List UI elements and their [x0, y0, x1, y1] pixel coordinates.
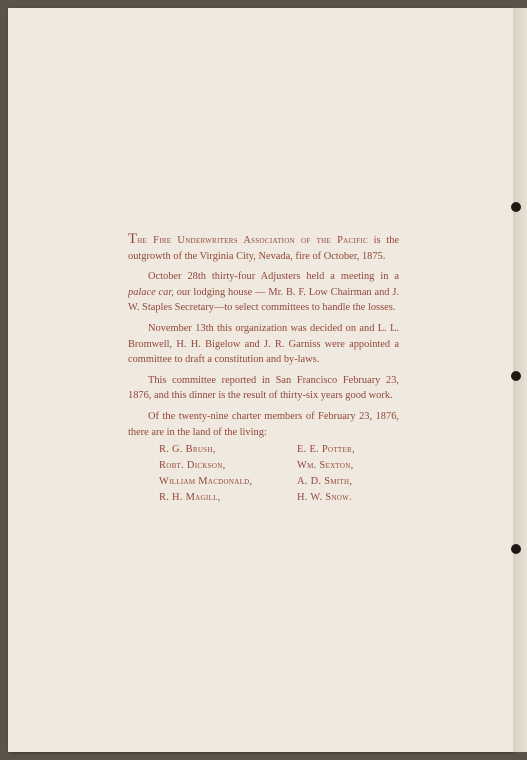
paragraph-organization: November 13th this organization was decided on and L. L. Bromwell, H. H. Bigelow and J. R. Garniss were appointed a committee to draft a constitution and by-laws. — [128, 322, 399, 366]
intro-rest: is the outgrowth of the Virginia City, Nevada, fire of October, 1875. — [128, 235, 400, 262]
meeting-text-a: October 28th thirty-four Adjusters held a meeting in a — [148, 271, 399, 283]
paragraph-meeting — [128, 269, 399, 316]
member-name: E. E. Potter, — [297, 444, 355, 456]
member-name: R. H. Magill, — [159, 492, 221, 504]
member-name: Robt. Dickson, — [159, 460, 226, 472]
binding-hole-top — [511, 202, 521, 212]
document-text — [128, 233, 399, 506]
member-name: A. D. Smith, — [297, 476, 353, 488]
member-name: H. W. Snow. — [297, 492, 352, 504]
paragraph-intro — [128, 233, 399, 264]
member-name: Wm. Sexton, — [297, 460, 354, 472]
meeting-italic: palace car, — [128, 286, 174, 298]
paragraph-charter: Of the twenty-nine charter members of February 23, 1876, there are in the land of the living: — [128, 410, 399, 438]
meeting-text-b: our lodging house — Mr. B. F. Low Chairman and J. W. Staples Secretary—to select committees to handle the losses. — [128, 286, 399, 314]
charter-member-names — [159, 442, 399, 506]
association-name: he Fire Underwriters Association of the Pacific — [137, 235, 368, 246]
binding-hole-bottom — [511, 544, 521, 554]
member-name: William Macdonald, — [159, 476, 253, 488]
member-name: R. G. Brush, — [159, 444, 216, 456]
paragraph-committee: This committee reported in San Francisco February 23, 1876, and this dinner is the result of thirty-six years good work. — [128, 374, 399, 402]
binding-hole-middle — [511, 371, 521, 381]
drop-cap: T — [128, 231, 138, 247]
